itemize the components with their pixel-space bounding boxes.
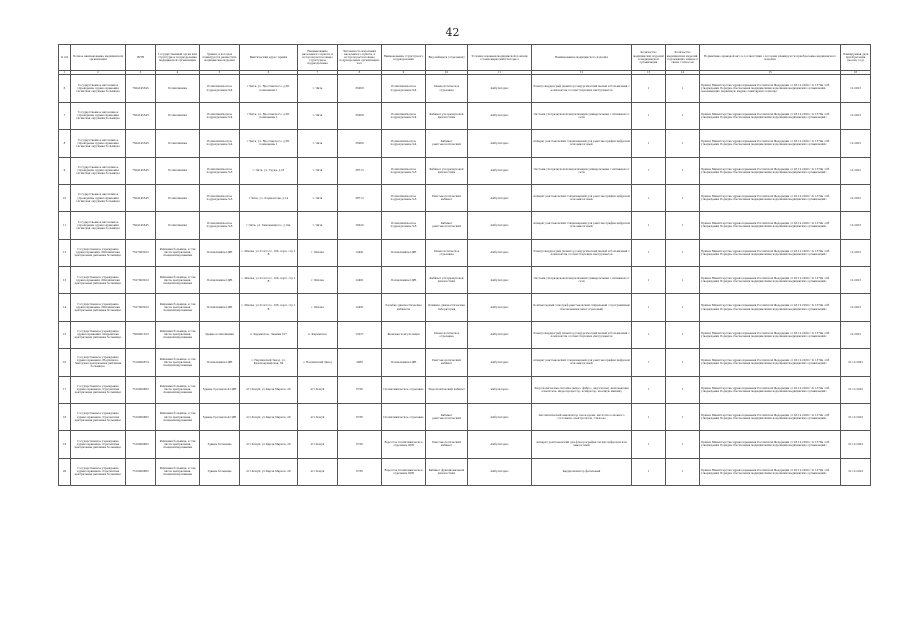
organization-name-cell: Государственное учреждение здравоохранения «Сретенская центральная районная больница» — [71, 376, 126, 403]
division-cell: Взрослое поликлиническое отделение ЦРБ — [382, 458, 426, 485]
locality-cell: г. Чита — [298, 212, 338, 239]
device-name-cell: Аппарат рентгеновский для флюорографии легких цифровой или аналоговый — [532, 431, 632, 458]
column-number: 7 — [298, 71, 338, 75]
legal-act-cell: Приказ Министерства здравоохранения Российской Федерации от 28.12.2020 г № 1379н «Об утверждении Порядка обеспечения медицинскими изделиями медицинских организаций» — [700, 458, 841, 485]
address-cell: г.Чита, ул. Лермонтова, д.14 — [240, 184, 298, 211]
column-header: Численность населения населенного пункта, в котором расположено подразделение организации, чел. — [338, 45, 382, 71]
device-quantity-cell: 1 — [632, 212, 666, 239]
table-row — [59, 157, 871, 184]
conditions-cell: Амбулаторно — [468, 212, 532, 239]
address-cell: г.Чита, ул. Ярославского, д.38, помещение 1 — [240, 75, 298, 102]
division-cell: Поликлиника ЦРБ — [382, 349, 426, 376]
row-number-cell: 18 — [59, 403, 71, 430]
conditions-cell: Амбулаторно — [468, 431, 532, 458]
replace-quantity-cell: 1 — [666, 431, 700, 458]
cabinet-type-cell: Кабинет ультразвуковой диагностики — [426, 267, 468, 294]
device-name-cell: Кардиомонитор фетальный — [532, 458, 632, 485]
legal-act-cell: Приказ Министерства здравоохранения Российской Федерации от 28.12.2020 г № 1379н «Об утверждении Порядка обеспечения медицинскими изделиями медицинских организаций» — [700, 431, 841, 458]
unit-type-cell: Районная больница, в том числе центральная, специализированная — [156, 321, 200, 348]
column-number: 1 — [59, 71, 71, 75]
cabinet-type-cell: Гинекологическое отделение — [426, 321, 468, 348]
column-header: Наименование структурного подразделения — [382, 45, 426, 71]
column-number: 2 — [71, 71, 126, 75]
row-number-cell: 8 — [59, 130, 71, 157]
column-number: 4 — [156, 71, 200, 75]
legal-act-cell: Приказ Министерства здравоохранения Российской Федерации от 28.12.2020 г № 1379н «Об утверждении Порядка обеспечения медицинскими изделиями медицинских организаций» — [700, 321, 841, 348]
conditions-cell: Амбулаторно — [468, 239, 532, 266]
column-number: 8 — [338, 71, 382, 75]
column-header: № п/п — [59, 45, 71, 71]
device-name-cell: Система ультразвуковой визуализации универсальная с питанием от сети — [532, 267, 632, 294]
inn-cell: 7527003222 — [126, 267, 156, 294]
inn-cell: 7509001323 — [126, 321, 156, 348]
column-header: Здания, в которых планируется разместить медицинские изделия — [200, 45, 240, 71]
organization-name-cell: Государственное учреждение здравоохранения «Шилкинская центральная районная больница» — [71, 294, 126, 321]
inn-cell: 7527003222 — [126, 239, 156, 266]
purchase-date-cell: 12.2023 — [841, 102, 871, 129]
cabinet-type-cell: Гинекологическое отделение — [426, 239, 468, 266]
replace-quantity-cell: 1 — [666, 157, 700, 184]
unit-type-cell: Поликлиника — [156, 102, 200, 129]
population-cell: 38713 — [338, 157, 382, 184]
device-quantity-cell: 1 — [632, 403, 666, 430]
column-header: Вид кабинета (отделения) — [426, 45, 468, 71]
building-cell: Здание больницы — [200, 431, 240, 458]
address-cell: пгт.Кокуй, ул.Карла Маркса, 29 — [240, 403, 298, 430]
locality-cell: п. Карымское — [298, 321, 338, 348]
column-number: 5 — [200, 71, 240, 75]
device-name-cell: Аппарат рентгеновский стационарный для рентгенографии цифровой или аналоговый — [532, 212, 632, 239]
population-cell: 6736 — [338, 458, 382, 485]
column-number: 11 — [468, 71, 532, 75]
inn-cell: 7519000882 — [126, 403, 156, 430]
unit-type-cell: Районная больница, в том числе центральная, специализированная — [156, 431, 200, 458]
inn-cell: 7504145545 — [126, 75, 156, 102]
conditions-cell: Амбулаторно — [468, 294, 532, 321]
row-number-cell: 7 — [59, 102, 71, 129]
address-cell: г. Шилка, ул.Толстого, 106, корп. стр.1 В — [240, 239, 298, 266]
device-name-cell: Электрокардиограф (монитор) хирургический малый и больничный с комплектом соответствующих инструментов — [532, 75, 632, 102]
locality-cell: пгт.Кокуй — [298, 403, 338, 430]
locality-cell: г. Чита — [298, 75, 338, 102]
address-cell: пгт.Кокуй, ул.Карла Маркса, 29 — [240, 376, 298, 403]
population-cell: 35068 — [338, 75, 382, 102]
unit-type-cell: Поликлиника — [156, 212, 200, 239]
replace-quantity-cell: 1 — [666, 75, 700, 102]
purchase-date-cell: 12.2023 — [841, 294, 871, 321]
legal-act-cell: Приказ Министерства здравоохранения Российской Федерации от 28.12.2020 г № 1379н «Об утверждении Порядка обеспечения медицинскими изделиями медицинских организаций» — [700, 294, 841, 321]
row-number-cell: 11 — [59, 212, 71, 239]
unit-type-cell: Районная больница, в том числе центральная, специализированная — [156, 239, 200, 266]
population-cell: 6736 — [338, 403, 382, 430]
column-header: Нормативно-правовой акт, в соответствии с которым планируется приобретение медицинского изделия — [700, 45, 841, 71]
conditions-cell: амбулаторно — [468, 376, 532, 403]
population-cell: 3980 — [338, 349, 382, 376]
organization-name-cell: Государственное учреждение здравоохранения «Карымская центральная районная больница» — [71, 321, 126, 348]
cabinet-type-cell: Кабинет ультразвуковой диагностики — [426, 157, 468, 184]
column-header: Наименование медицинского изделия — [532, 45, 632, 71]
table-row — [59, 267, 871, 294]
device-quantity-cell: 1 — [632, 184, 666, 211]
unit-type-cell: Районная больница, в том числе центральная, специализированная — [156, 349, 200, 376]
building-cell: Здание поликлиники — [200, 321, 240, 348]
row-number-cell: 14 — [59, 294, 71, 321]
building-cell: Поликлиническое подразделение №3 — [200, 184, 240, 211]
population-cell: 12491 — [338, 239, 382, 266]
division-cell: Женская консультация — [382, 321, 426, 348]
device-quantity-cell: 1 — [632, 349, 666, 376]
header-row — [59, 45, 871, 71]
purchase-date-cell: 12.2023 — [841, 212, 871, 239]
column-header: Фактический адрес здания — [240, 45, 298, 71]
table-row — [59, 212, 871, 239]
inn-cell: 7504145545 — [126, 157, 156, 184]
legal-act-cell: Приказ Министерства здравоохранения Российской Федерации от 28.12.2020 г № 1379н «Об утверждении Порядка обеспечения медицинскими изделиями медицинских организаций» — [700, 239, 841, 266]
unit-type-cell: Поликлиника — [156, 184, 200, 211]
table-row — [59, 184, 871, 211]
population-cell: 6736 — [338, 431, 382, 458]
legal-act-cell: Приказ Министерства здравоохранения Российской Федерации от 28.12.2020 г № 1379н «Об утверждении Порядка обеспечения медицинскими изделиями медицинских организаций» — [700, 130, 841, 157]
division-cell: Поликлиническое подразделение №3 — [382, 184, 426, 211]
cabinet-type-cell: Эндоскопический кабинет — [426, 376, 468, 403]
organization-name-cell: Государственное учреждение здравоохранения «Сретенская центральная районная больница» — [71, 403, 126, 430]
organization-name-cell: Государственное учреждение здравоохранения «Шилкинская центральная районная больница» — [71, 267, 126, 294]
locality-cell: пгт.Кокуй — [298, 376, 338, 403]
locality-cell: г. Шилка — [298, 267, 338, 294]
organization-name-cell: Государственное автономное учреждение здравоохранения «Агинская окружная больница» — [71, 157, 126, 184]
column-number: 13 — [632, 71, 666, 75]
table-row — [59, 431, 871, 458]
column-header: Полное наименование медицинской организации — [71, 45, 126, 71]
table-row — [59, 458, 871, 485]
inn-cell: 7504145545 — [126, 130, 156, 157]
purchase-date-cell: 12.2022 — [841, 184, 871, 211]
organization-name-cell: Государственное автономное учреждение здравоохранения «Агинская окружная больница» — [71, 75, 126, 102]
row-number-cell: 15 — [59, 321, 71, 348]
column-header: Государственный орган или структурное подразделение медицинской организации — [156, 45, 200, 71]
column-number: 6 — [240, 71, 298, 75]
division-cell: Поликлиническое подразделение №4 — [382, 75, 426, 102]
address-cell: г.Чита, ул. Ярославского, д.38, помещение 1 — [240, 130, 298, 157]
locality-cell: пгт.Кокуй — [298, 458, 338, 485]
building-cell: Поликлиническое подразделение №6 — [200, 212, 240, 239]
legal-act-cell: Приказ Министерства здравоохранения Российской Федерации от 28.12.2020 г № 1379н «Об утверждении Порядка обеспечения медицинскими изделиями медицинских организаций» — [700, 212, 841, 239]
organization-name-cell: Государственное учреждение здравоохранения «Сретенская центральная районная больница» — [71, 431, 126, 458]
cabinet-type-cell: Кабинет рентгенологический — [426, 403, 468, 430]
replace-quantity-cell: 1 — [666, 403, 700, 430]
device-name-cell: Электрокардиограф (монитор) хирургический малый и больничный с комплектом соответствующих инструментов — [532, 321, 632, 348]
population-cell: 35068 — [338, 130, 382, 157]
cabinet-type-cell: Кабинет ультразвуковой диагностики — [426, 102, 468, 129]
column-number: 3 — [126, 71, 156, 75]
purchase-date-cell: 12.2023 — [841, 321, 871, 348]
device-name-cell: Система ультразвуковой визуализации универсальная с питанием от сети — [532, 102, 632, 129]
division-cell: Поликлиническое отделение — [382, 376, 426, 403]
building-cell: Поликлиника ЦРБ — [200, 294, 240, 321]
locality-cell: с. Нерчинский Завод — [298, 349, 338, 376]
address-cell: г. Шилка, ул.Толстого, 106, корп. стр.1 В — [240, 267, 298, 294]
purchase-date-cell: 31.12.2023 — [841, 349, 871, 376]
conditions-cell: Амбулаторно — [468, 458, 532, 485]
column-header: Планируемая дата приобретения (месяц, год) — [841, 45, 871, 71]
replace-quantity-cell: 1 — [666, 321, 700, 348]
locality-cell: г. Чита — [298, 130, 338, 157]
device-quantity-cell: 1 — [632, 294, 666, 321]
organization-name-cell: Государственное учреждение здравоохранения «Нерчинско-Заводская центральная районная больница» — [71, 349, 126, 376]
replace-quantity-cell: 1 — [666, 130, 700, 157]
population-cell: 13237 — [338, 321, 382, 348]
population-cell: 12491 — [338, 267, 382, 294]
division-cell: Поликлиника ЦРБ — [382, 239, 426, 266]
unit-type-cell: Районная больница, в том числе центральная, специализированная — [156, 267, 200, 294]
inn-cell: 7504145545 — [126, 102, 156, 129]
table-row — [59, 102, 871, 129]
conditions-cell: Амбулаторно — [468, 157, 532, 184]
locality-cell: г. Шилка — [298, 294, 338, 321]
conditions-cell: Амбулаторно — [468, 102, 532, 129]
device-quantity-cell: 1 — [632, 267, 666, 294]
device-quantity-cell: 1 — [632, 321, 666, 348]
purchase-date-cell: 12.2023 — [841, 75, 871, 102]
inn-cell: 7519000882 — [126, 458, 156, 485]
column-header: ИНН — [126, 45, 156, 71]
purchase-date-cell: 12.2023 — [841, 130, 871, 157]
column-number: 15 — [700, 71, 841, 75]
legal-act-cell: Приказ Министерства здравоохранения Российской Федерации от 28.12.2020 г № 1379н «Об утверждении Порядка обеспечения медицинскими изделиями медицинских организаций» — [700, 102, 841, 129]
column-header: Количество медицинских изделий, подлежащих замене в связи с износом — [666, 45, 700, 71]
column-number: 14 — [666, 71, 700, 75]
purchase-date-cell: 12.2023 — [841, 239, 871, 266]
replace-quantity-cell: 1 — [666, 349, 700, 376]
population-cell: 38713 — [338, 184, 382, 211]
legal-act-cell: Приказ Министерства здравоохранения Российской Федерации от 28.12.2020 г № 1379н «Об утверждении Порядка обеспечения медицинскими изделиями медицинских организаций» — [700, 157, 841, 184]
device-quantity-cell: 1 — [632, 130, 666, 157]
division-cell: Поликлиническое подразделение №4 — [382, 102, 426, 129]
row-number-cell: 12 — [59, 239, 71, 266]
population-cell: 6736 — [338, 376, 382, 403]
address-cell: пгт.Кокуй, ул.Карла Маркса, 29 — [240, 431, 298, 458]
table-row — [59, 239, 871, 266]
table-row — [59, 321, 871, 348]
organization-name-cell: Государственное учреждение здравоохранения «Шилкинская центральная районная больница» — [71, 239, 126, 266]
conditions-cell: Амбулаторно — [468, 75, 532, 102]
address-cell: п. Карымское, Ленина 107 — [240, 321, 298, 348]
row-number-cell: 9 — [59, 157, 71, 184]
device-name-cell: Аппарат рентгеновский стационарный для рентгенографии цифровой или аналоговый — [532, 349, 632, 376]
legal-act-cell: Приказ Министерства здравоохранения Российской Федерации от 28.12.2020 г № 1379н «Об утверждении Порядка обеспечения медицинскими изделиями медицинских организаций» — [700, 184, 841, 211]
division-cell: Взрослое поликлиническое отделение ЦРБ — [382, 431, 426, 458]
cabinet-type-cell: Клинико-диагностическая лаборатория — [426, 294, 468, 321]
device-table-sheet — [58, 44, 870, 486]
division-cell: Поликлиническое подразделение №3 — [382, 157, 426, 184]
address-cell: г. Шилка, ул.Толстого, 106, корп. стр.1 В — [240, 294, 298, 321]
device-quantity-cell: 1 — [632, 458, 666, 485]
conditions-cell: Амбулаторно — [468, 130, 532, 157]
device-quantity-cell: 1 — [632, 102, 666, 129]
inn-cell: 7504145545 — [126, 184, 156, 211]
cabinet-type-cell: Кабинет функциональной диагностики — [426, 458, 468, 485]
purchase-date-cell: 12.2022 — [841, 157, 871, 184]
unit-type-cell: Районная больница, в том числе центральная, специализированная — [156, 294, 200, 321]
legal-act-cell: Приказ Министерства здравоохранения Российской Федерации от 28.12.2020 г № 1379н «Об утверждении Порядка обеспечения медицинскими изделиями медицинских организаций» — [700, 267, 841, 294]
unit-type-cell: Районная больница, в том числе центральная, специализированная — [156, 458, 200, 485]
locality-cell: пгт.Кокуй — [298, 431, 338, 458]
row-number-cell: 10 — [59, 184, 71, 211]
replace-quantity-cell: 1 — [666, 239, 700, 266]
device-name-cell: Компьютерный томограф рентгеновский спиральный с программным обеспечением (многосрезовый) — [532, 294, 632, 321]
cabinet-type-cell: Рентгенологический кабинет — [426, 184, 468, 211]
replace-quantity-cell: 1 — [666, 184, 700, 211]
unit-type-cell: Районная больница, в том числе центральная, специализированная — [156, 403, 200, 430]
cabinet-type-cell: Гинекологическое отделение — [426, 75, 468, 102]
building-cell: Поликлиническое подразделение №4 — [200, 102, 240, 129]
population-cell: 12491 — [338, 294, 382, 321]
column-header: Условия оказания медицинской помощи (стационарно/амбулаторно) — [468, 45, 532, 71]
device-name-cell: Электрокардиограф (монитор) хирургический малый и больничный с комплектом соответствующих инструментов — [532, 239, 632, 266]
cabinet-type-cell: Рентгенологический кабинет — [426, 431, 468, 458]
organization-name-cell: Государственное автономное учреждение здравоохранения «Агинская окружная больница» — [71, 184, 126, 211]
device-name-cell: Аппарат рентгеновский стационарный для рентгенографии цифровой или аналоговый — [532, 184, 632, 211]
purchase-date-cell: 31.12.2023 — [841, 403, 871, 430]
column-number: 9 — [382, 71, 426, 75]
building-cell: Поликлиника ЦРБ — [200, 239, 240, 266]
replace-quantity-cell: 1 — [666, 212, 700, 239]
organization-name-cell: Государственное автономное учреждение здравоохранения «Агинская окружная больница» — [71, 212, 126, 239]
table-row — [59, 376, 871, 403]
population-cell: 16324 — [338, 212, 382, 239]
building-cell: Здание больницы — [200, 458, 240, 485]
table-row — [59, 130, 871, 157]
device-name-cell: Система ультразвуковой визуализации универсальная с питанием от сети — [532, 157, 632, 184]
cabinet-type-cell: Рентгенологический кабинет — [426, 349, 468, 376]
conditions-cell: Амбулаторно — [468, 403, 532, 430]
address-cell: пгт.Кокуй, ул.Карла Маркса, 29 — [240, 458, 298, 485]
organization-name-cell: Государственное автономное учреждение здравоохранения «Агинская окружная больница» — [71, 130, 126, 157]
inn-cell: 7514000874 — [126, 349, 156, 376]
inn-cell: 7519000882 — [126, 431, 156, 458]
table-row — [59, 403, 871, 430]
legal-act-cell: Приказ Министерства здравоохранения Российской Федерации от 28.12.2020 г № 1379н «Об утверждении Порядка обеспечения медицинскими изделиями медицинских организаций, оказывающих первичную медико-санитарную помощь» — [700, 75, 841, 102]
address-cell: с. Нерчинский Завод, ул. Красноармейская, 64 — [240, 349, 298, 376]
medical-devices-table — [58, 44, 871, 486]
inn-cell: 7504145545 — [126, 212, 156, 239]
organization-name-cell: Государственное автономное учреждение здравоохранения «Агинская окружная больница» — [71, 102, 126, 129]
device-name-cell: Аппарат рентгеновский стационарный для рентгенографии цифровой или аналоговый — [532, 130, 632, 157]
division-cell: Поликлиническое отделение — [382, 403, 426, 430]
building-cell: Поликлиника ЦРБ — [200, 267, 240, 294]
locality-cell: г. Чита — [298, 102, 338, 129]
inn-cell: 7519000882 — [126, 376, 156, 403]
purchase-date-cell: 31.12.2023 — [841, 458, 871, 485]
device-quantity-cell: 1 — [632, 157, 666, 184]
division-cell: Лечебно-диагностические кабинеты — [382, 294, 426, 321]
replace-quantity-cell: 1 — [666, 376, 700, 403]
building-cell: Поликлиническое подразделение №3 — [200, 157, 240, 184]
locality-cell: г. Чита — [298, 157, 338, 184]
building-cell: Поликлиническое подразделение №4 — [200, 75, 240, 102]
unit-type-cell: Районная больница, в том числе центральная, специализированная — [156, 376, 200, 403]
conditions-cell: Амбулаторно — [468, 321, 532, 348]
column-number: 16 — [841, 71, 871, 75]
organization-name-cell: Государственное учреждение здравоохранения «Сретенская центральная районная больница» — [71, 458, 126, 485]
locality-cell: г. Чита — [298, 184, 338, 211]
locality-cell: г. Шилка — [298, 239, 338, 266]
table-body — [59, 75, 871, 486]
column-header: Количество медицинских изделий в медицинской организации — [632, 45, 666, 71]
conditions-cell: Амбулаторно — [468, 349, 532, 376]
row-number-cell: 20 — [59, 458, 71, 485]
division-cell: Поликлиническое подразделение №4 — [382, 130, 426, 157]
purchase-date-cell: 12.2023 — [841, 267, 871, 294]
cabinet-type-cell: Кабинет рентгенологический — [426, 212, 468, 239]
device-name-cell: Автоматический анализатор газов крови, кислотно-основного состояния, электролитов, глюкозы — [532, 403, 632, 430]
building-cell: Поликлиническое подразделение №4 — [200, 130, 240, 157]
device-quantity-cell: 1 — [632, 75, 666, 102]
row-number-cell: 13 — [59, 267, 71, 294]
row-number-cell: 16 — [59, 349, 71, 376]
device-name-cell: Эндоскопическая система (видео, фибро-, эндоскопы), включающая осветитель, видеопроцессор, аспиратор, моечную машину — [532, 376, 632, 403]
unit-type-cell: Поликлиника — [156, 130, 200, 157]
population-cell: 35068 — [338, 102, 382, 129]
replace-quantity-cell: 1 — [666, 294, 700, 321]
unit-type-cell: Поликлиника — [156, 75, 200, 102]
conditions-cell: Амбулаторно — [468, 184, 532, 211]
legal-act-cell: Приказ Министерства здравоохранения Российской Федерации от 28.12.2020 г № 1379н «Об утверждении Порядка обеспечения медицинскими изделиями медицинских организаций» — [700, 349, 841, 376]
table-row — [59, 294, 871, 321]
column-number: 10 — [426, 71, 468, 75]
building-cell: Здание Сретенской ЦРБ — [200, 376, 240, 403]
cabinet-type-cell: Кабинет рентгенологический — [426, 130, 468, 157]
row-number-cell: 19 — [59, 431, 71, 458]
device-quantity-cell: 1 — [632, 431, 666, 458]
building-cell: Поликлиника ЦРБ — [200, 349, 240, 376]
device-quantity-cell: 1 — [632, 239, 666, 266]
column-header: Наименование населенного пункта, в котором расположено структурное подразделение — [298, 45, 338, 71]
inn-cell: 7527003222 — [126, 294, 156, 321]
page-number: 42 — [445, 26, 460, 39]
purchase-date-cell: 31.12.2023 — [841, 376, 871, 403]
unit-type-cell: Поликлиника — [156, 157, 200, 184]
replace-quantity-cell: 1 — [666, 102, 700, 129]
replace-quantity-cell: 1 — [666, 267, 700, 294]
row-number-cell: 6 — [59, 75, 71, 102]
division-cell: Поликлиника ЦРБ — [382, 267, 426, 294]
table-row — [59, 75, 871, 102]
conditions-cell: Амбулаторно — [468, 267, 532, 294]
division-cell: Поликлиническое подразделение №6 — [382, 212, 426, 239]
replace-quantity-cell: 1 — [666, 458, 700, 485]
legal-act-cell: Приказ Министерства здравоохранения Российской Федерации от 28.12.2020 г № 1379н «Об утверждении Порядка обеспечения медицинскими изделиями медицинских организаций» — [700, 376, 841, 403]
building-cell: Здание Сретенской ЦРБ — [200, 403, 240, 430]
column-number: 12 — [532, 71, 632, 75]
address-cell: г.Чита, ул. Ярославского, д.38, помещение 1 — [240, 102, 298, 129]
purchase-date-cell: 31.12.2023 — [841, 431, 871, 458]
device-quantity-cell: 1 — [632, 376, 666, 403]
address-cell: г.Чита, ул. Хмельницкого, д.10а — [240, 212, 298, 239]
row-number-cell: 17 — [59, 376, 71, 403]
address-cell: г. Чита, ул. Труда, д.23 — [240, 157, 298, 184]
legal-act-cell: Приказ Министерства здравоохранения Российской Федерации от 28.12.2020 г № 1379н «Об утверждении Порядка обеспечения медицинскими изделиями медицинских организаций» — [700, 403, 841, 430]
table-row — [59, 349, 871, 376]
